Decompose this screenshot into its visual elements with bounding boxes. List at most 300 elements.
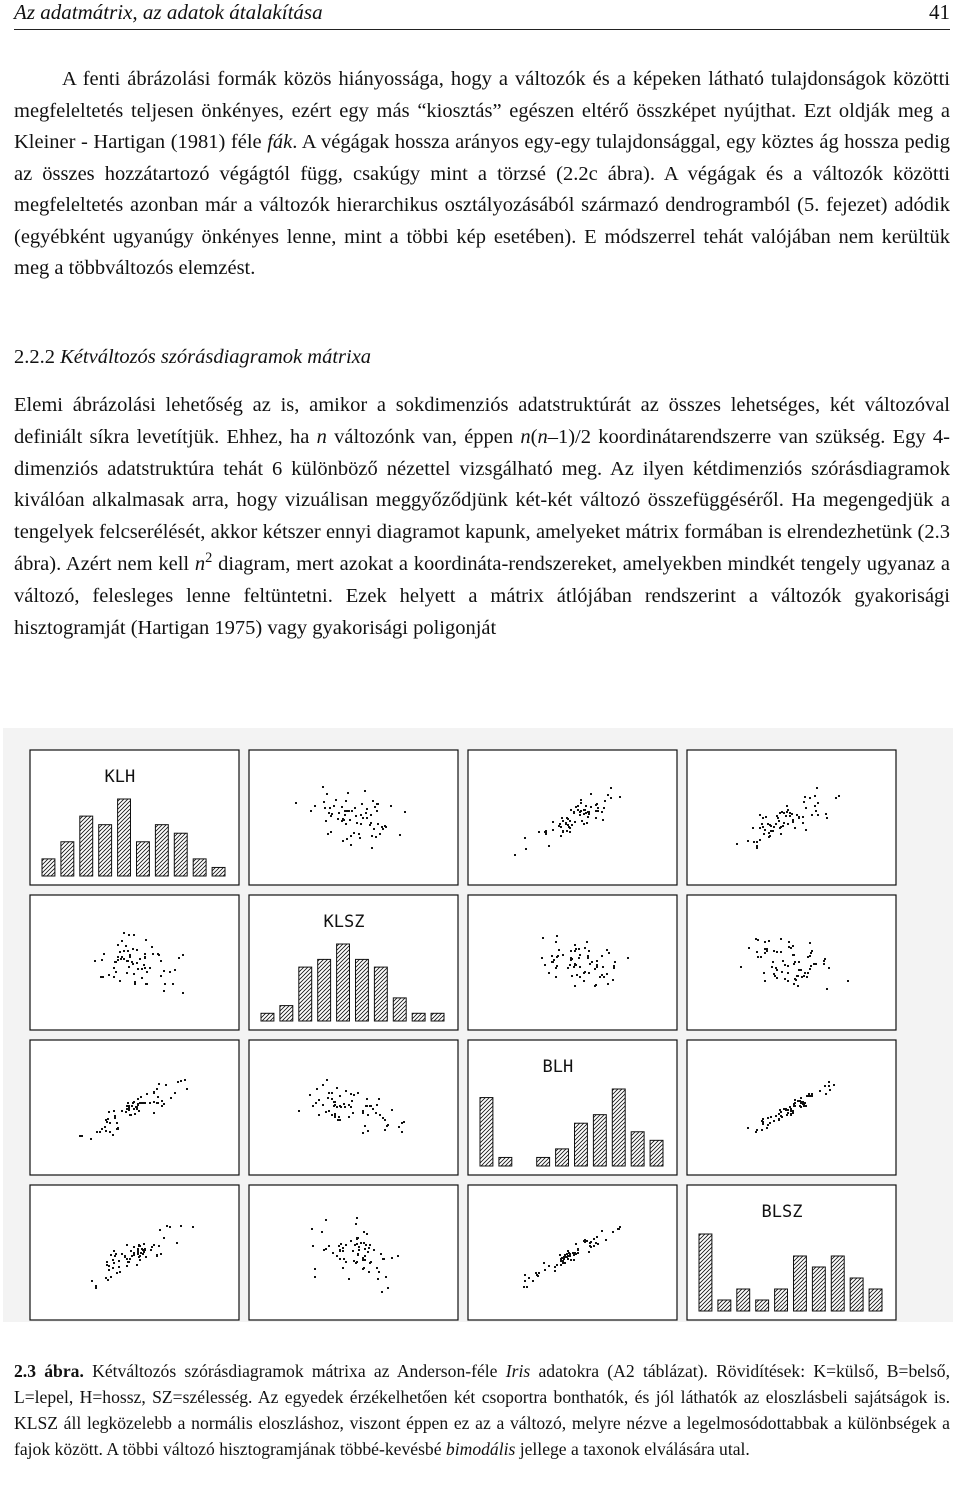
scatter-point	[756, 841, 758, 843]
cell-frame	[687, 895, 896, 1030]
scatter-point	[783, 822, 785, 824]
scatter-point	[535, 1272, 537, 1274]
scatter-point	[583, 813, 585, 815]
scatter-point	[133, 1101, 135, 1103]
scatter-point	[605, 1239, 607, 1241]
scatter-point	[803, 801, 805, 803]
scatter-point	[747, 1127, 749, 1129]
scatter-point	[145, 939, 147, 941]
scatter-point	[548, 845, 550, 847]
scatter-point	[811, 1094, 813, 1096]
scatter-point	[351, 1100, 353, 1102]
scatter-point	[329, 807, 331, 809]
cell-frame	[468, 895, 677, 1030]
scatter-point	[787, 823, 789, 825]
scatter-point	[780, 938, 782, 940]
scatter-point	[318, 1114, 320, 1116]
scatter-point	[322, 1104, 324, 1106]
scatter-point	[332, 1252, 334, 1254]
caption-label: 2.3 ábra.	[14, 1361, 84, 1381]
scatter-point	[772, 830, 774, 832]
scatter-point	[802, 822, 804, 824]
scatter-point	[559, 823, 561, 825]
scatter-point	[309, 1094, 311, 1096]
scatter-point	[358, 833, 360, 835]
scatter-point	[339, 1258, 341, 1260]
scatter-point	[159, 1229, 161, 1231]
scatter-point	[775, 967, 777, 969]
scatter-point	[132, 963, 134, 965]
matrix-cell-BLSZ-BLSZ	[687, 1185, 896, 1320]
scatter-point	[574, 821, 576, 823]
scatter-point	[808, 1093, 810, 1095]
scatter-point	[142, 1253, 144, 1255]
scatter-point	[771, 966, 773, 968]
histogram-bar	[794, 1256, 807, 1311]
scatter-point	[571, 975, 573, 977]
scatter-point	[575, 1243, 577, 1245]
scatter-point	[762, 826, 764, 828]
scatter-point	[344, 810, 346, 812]
scatter-point	[134, 981, 136, 983]
scatter-point	[780, 833, 782, 835]
scatter-point	[793, 954, 795, 956]
scatter-point	[105, 1119, 107, 1121]
scatter-point	[617, 1228, 619, 1230]
scatter-point	[153, 1112, 155, 1114]
scatter-point	[524, 1274, 526, 1276]
scatter-point	[824, 958, 826, 960]
scatter-point	[110, 1276, 112, 1278]
histogram-bar	[831, 1256, 844, 1311]
scatter-point	[381, 1291, 383, 1293]
scatter-point	[561, 817, 563, 819]
scatter-point	[126, 1258, 128, 1260]
scatter-point	[810, 952, 812, 954]
scatter-point	[780, 951, 782, 953]
scatter-point	[587, 957, 589, 959]
histogram-bar	[650, 1140, 663, 1166]
histogram-bar	[137, 842, 150, 876]
scatter-point	[403, 1121, 405, 1123]
scatter-point	[548, 1265, 550, 1267]
scatter-point	[590, 793, 592, 795]
scatter-point	[556, 935, 558, 937]
scatter-point	[798, 816, 800, 818]
scatter-point	[577, 1252, 579, 1254]
scatter-point	[345, 823, 347, 825]
scatter-point	[358, 1246, 360, 1248]
cell-frame	[249, 1040, 458, 1175]
scatter-point	[129, 954, 131, 956]
scatter-point	[321, 1231, 323, 1233]
scatter-point	[101, 959, 103, 961]
scatter-point	[121, 1253, 123, 1255]
scatter-point	[350, 1093, 352, 1095]
scatter-point	[790, 1114, 792, 1116]
scatter-point	[133, 1254, 135, 1256]
scatter-point	[610, 797, 612, 799]
scatter-point	[802, 816, 804, 818]
scatter-point	[577, 1248, 579, 1250]
scatter-point	[134, 983, 136, 985]
scatter-point	[144, 957, 146, 959]
scatter-point	[108, 1111, 110, 1113]
scatter-point	[348, 1278, 350, 1280]
histogram-bar	[775, 1289, 788, 1311]
scatter-point	[587, 811, 589, 813]
scatter-point	[585, 805, 587, 807]
scatter-point	[163, 970, 165, 972]
scatter-point	[819, 1090, 821, 1092]
scatter-point	[577, 805, 579, 807]
scatter-point	[360, 1242, 362, 1244]
scatter-point	[787, 1112, 789, 1114]
scatter-point	[752, 827, 754, 829]
scatter-point	[572, 1252, 574, 1254]
scatter-point	[365, 1244, 367, 1246]
scatter-point	[566, 817, 568, 819]
scatter-point	[565, 822, 567, 824]
scatter-point	[123, 950, 125, 952]
scatter-point	[347, 792, 349, 794]
scatter-point	[170, 1097, 172, 1099]
scatter-point	[131, 1255, 133, 1257]
scatter-point	[364, 790, 366, 792]
scatter-point	[362, 1110, 364, 1112]
scatter-point	[562, 820, 564, 822]
scatter-point	[150, 1249, 152, 1251]
scatter-matrix-chart	[3, 728, 953, 1322]
matrix-cell-BLSZ-KLH	[30, 1185, 239, 1320]
scatter-point	[759, 827, 761, 829]
scatter-point	[544, 964, 546, 966]
scatter-point	[112, 1259, 114, 1261]
scatter-point	[381, 826, 383, 828]
scatter-point	[514, 854, 516, 856]
scatter-point	[135, 1106, 137, 1108]
scatter-point	[779, 812, 781, 814]
scatter-point	[551, 955, 553, 957]
histogram-bar	[212, 867, 225, 876]
scatter-point	[359, 837, 361, 839]
scatter-point	[398, 1126, 400, 1128]
scatter-point	[348, 1116, 350, 1118]
scatter-point	[325, 820, 327, 822]
scatter-point	[137, 1251, 139, 1253]
scatter-point	[180, 1080, 182, 1082]
histogram-bar	[374, 967, 387, 1021]
scatter-point	[139, 1259, 141, 1261]
scatter-point	[596, 1236, 598, 1238]
scatter-point	[804, 1102, 806, 1104]
scatter-point	[810, 965, 812, 967]
scatter-point	[583, 809, 585, 811]
scatter-point	[788, 946, 790, 948]
scatter-point	[596, 966, 598, 968]
scatter-point	[552, 821, 554, 823]
scatter-point	[740, 966, 742, 968]
scatter-point	[182, 954, 184, 956]
scatter-point	[811, 950, 813, 952]
matrix-cell-KLSZ-BLSZ	[687, 895, 896, 1030]
scatter-point	[391, 1109, 393, 1111]
scatter-point	[362, 1132, 364, 1134]
scatter-point	[121, 940, 123, 942]
scatter-point	[786, 811, 788, 813]
scatter-point	[790, 947, 792, 949]
scatter-point	[376, 810, 378, 812]
scatter-point	[144, 1248, 146, 1250]
scatter-point	[367, 1114, 369, 1116]
scatter-point	[325, 1219, 327, 1221]
scatter-point	[334, 1116, 336, 1118]
scatter-point	[328, 812, 330, 814]
scatter-point	[149, 1102, 151, 1104]
scatter-point	[578, 957, 580, 959]
scatter-point	[793, 963, 795, 965]
scatter-point	[575, 806, 577, 808]
scatter-point	[544, 1269, 546, 1271]
scatter-point	[106, 1121, 108, 1123]
scatter-point	[114, 961, 116, 963]
scatter-point	[595, 810, 597, 812]
scatter-point	[793, 1103, 795, 1105]
scatter-point	[554, 1266, 556, 1268]
scatter-point	[169, 971, 171, 973]
matrix-cell-BLSZ-BLH	[468, 1185, 677, 1320]
scatter-point	[160, 960, 162, 962]
scatter-point	[113, 1250, 115, 1252]
scatter-point	[126, 1265, 128, 1267]
scatter-point	[144, 1102, 146, 1104]
histogram-bar	[631, 1132, 644, 1166]
scatter-point	[333, 805, 335, 807]
scatter-point	[587, 816, 589, 818]
scatter-point	[298, 1110, 300, 1112]
histogram-bar	[812, 1267, 825, 1311]
scatter-point	[765, 816, 767, 818]
matrix-cell-KLH-BLH	[468, 750, 677, 885]
scatter-point	[353, 1260, 355, 1262]
scatter-point	[588, 950, 590, 952]
scatter-point	[763, 972, 765, 974]
emphasis-bimodal: bimodális	[445, 1439, 516, 1459]
scatter-point	[815, 963, 817, 965]
scatter-point	[777, 817, 779, 819]
scatter-point	[787, 980, 789, 982]
scatter-point	[342, 1267, 344, 1269]
scatter-point	[627, 957, 629, 959]
scatter-point	[792, 819, 794, 821]
scatter-point	[312, 1105, 314, 1107]
scatter-point	[126, 972, 128, 974]
scatter-point	[833, 1084, 835, 1086]
scatter-point	[352, 1112, 354, 1114]
scatter-point	[804, 972, 806, 974]
scatter-point	[338, 812, 340, 814]
scatter-point	[804, 796, 806, 798]
scatter-point	[318, 1099, 320, 1101]
scatter-point	[337, 818, 339, 820]
scatter-point	[353, 832, 355, 834]
scatter-point	[334, 1113, 336, 1115]
scatter-point	[350, 835, 352, 837]
scatter-point	[368, 1271, 370, 1273]
scatter-point	[823, 963, 825, 965]
scatter-point	[99, 1131, 101, 1133]
scatter-point	[377, 823, 379, 825]
scatter-point	[807, 956, 809, 958]
scatter-point	[346, 810, 348, 812]
scatter-point	[524, 1280, 526, 1282]
scatter-point	[139, 1255, 141, 1257]
scatter-point	[140, 1252, 142, 1254]
scatter-point	[128, 1261, 130, 1263]
scatter-point	[324, 807, 326, 809]
histogram-bar	[318, 959, 331, 1021]
scatter-point	[385, 826, 387, 828]
scatter-point	[782, 960, 784, 962]
scatter-point	[144, 967, 146, 969]
scatter-point	[331, 813, 333, 815]
scatter-point	[559, 1254, 561, 1256]
scatter-point	[574, 944, 576, 946]
scatter-point	[776, 969, 778, 971]
histogram-bar	[737, 1289, 750, 1311]
scatter-point	[364, 1125, 366, 1127]
scatter-point	[328, 1092, 330, 1094]
scatter-point	[326, 793, 328, 795]
scatter-point	[341, 806, 343, 808]
scatter-point	[828, 1081, 830, 1083]
scatter-point	[761, 1120, 763, 1122]
scatter-point	[545, 832, 547, 834]
scatter-point	[772, 961, 774, 963]
histogram-bar	[193, 859, 206, 876]
scatter-point	[587, 955, 589, 957]
scatter-point	[323, 801, 325, 803]
matrix-cell-BLH-KLSZ	[249, 1040, 458, 1175]
scatter-point	[379, 833, 381, 835]
scatter-point	[94, 960, 96, 962]
scatter-point	[151, 1246, 153, 1248]
var-n: n	[537, 425, 548, 448]
scatter-point	[128, 1107, 130, 1109]
scatter-point	[789, 1106, 791, 1108]
scatter-point	[787, 965, 789, 967]
scatter-point	[586, 822, 588, 824]
scatter-point	[528, 1277, 530, 1279]
scatter-point	[382, 828, 384, 830]
scatter-point	[811, 814, 813, 816]
histogram-bar	[337, 944, 350, 1021]
scatter-point	[575, 964, 577, 966]
scatter-point	[584, 1241, 586, 1243]
scatter-point	[581, 820, 583, 822]
histogram-bar	[356, 959, 369, 1021]
scatter-point	[105, 1277, 107, 1279]
scatter-point	[151, 946, 153, 948]
scatter-point	[579, 814, 581, 816]
scatter-point	[776, 951, 778, 953]
scatter-point	[773, 1120, 775, 1122]
matrix-cell-KLH-KLH	[30, 750, 239, 885]
scatter-point	[401, 1122, 403, 1124]
scatter-point	[341, 820, 343, 822]
histogram-bar	[61, 842, 74, 876]
scatter-point	[793, 983, 795, 985]
scatter-point	[120, 958, 122, 960]
scatter-point	[346, 838, 348, 840]
scatter-point	[131, 961, 133, 963]
scatter-point	[333, 1105, 335, 1107]
scatter-point	[153, 1244, 155, 1246]
scatter-point	[826, 988, 828, 990]
scatter-point	[369, 1244, 371, 1246]
scatter-point	[593, 1238, 595, 1240]
scatter-point	[142, 1102, 144, 1104]
scatter-point	[802, 1103, 804, 1105]
scatter-point	[133, 1252, 135, 1254]
histogram-title: KLH	[104, 767, 136, 787]
scatter-point	[376, 803, 378, 805]
scatter-point	[345, 800, 347, 802]
scatter-point	[762, 1118, 764, 1120]
scatter-point	[824, 1085, 826, 1087]
scatter-point	[357, 1253, 359, 1255]
scatter-point	[348, 810, 350, 812]
scatter-point	[124, 1256, 126, 1258]
scatter-point	[314, 1268, 316, 1270]
scatter-point	[597, 807, 599, 809]
scatter-point	[573, 1254, 575, 1256]
scatter-point	[584, 947, 586, 949]
scatter-point	[158, 1083, 160, 1085]
scatter-point	[757, 939, 759, 941]
figure-caption: 2.3 ábra. Kétváltozós szórásdiagramok mátrixa az Anderson-féle Iris adatokra (A2 táblázat). Rövidítések: K=külső, B=belső, L=lepel, H=hossz, SZ=szélesség. Az egyedek érzékelhetően két csoportra bonthatók, és jól láthatók az eloszlásbeli sajátságok is. KLSZ áll legközelebb a normális eloszláshoz, viszont éppen ez az a változó, melyre nézve a legelmosódottabbak a különbségek a fajok között. A többi változó hisztogramjának többé-kevésbé bimodális jellege a taxonok elválására utal.	[14, 1361, 950, 1459]
scatter-point	[133, 1108, 135, 1110]
scatter-point	[372, 800, 374, 802]
scatter-point	[322, 786, 324, 788]
scatter-point	[603, 807, 605, 809]
scatter-point	[117, 956, 119, 958]
scatter-point	[366, 808, 368, 810]
scatter-point	[117, 944, 119, 946]
scatter-point	[351, 810, 353, 812]
scatter-point	[355, 1223, 357, 1225]
histogram-title: BLSZ	[761, 1202, 803, 1222]
scatter-point	[586, 1240, 588, 1242]
scatter-point	[153, 1101, 155, 1103]
scatter-point	[96, 1131, 98, 1133]
scatter-point	[113, 976, 115, 978]
scatter-point	[371, 835, 373, 837]
scatter-point	[127, 950, 129, 952]
scatter-point	[815, 810, 817, 812]
scatter-point	[580, 802, 582, 804]
chapter-title: Az adatmátrix, az adatok átalakítása	[14, 0, 323, 24]
histogram-title: BLH	[542, 1057, 574, 1077]
scatter-point	[612, 1231, 614, 1233]
scatter-point	[773, 950, 775, 952]
scatter-point	[783, 812, 785, 814]
scatter-point	[798, 961, 800, 963]
scatter-point	[563, 1258, 565, 1260]
scatter-point	[560, 1258, 562, 1260]
scatter-point	[325, 1248, 327, 1250]
scatter-point	[126, 1105, 128, 1107]
